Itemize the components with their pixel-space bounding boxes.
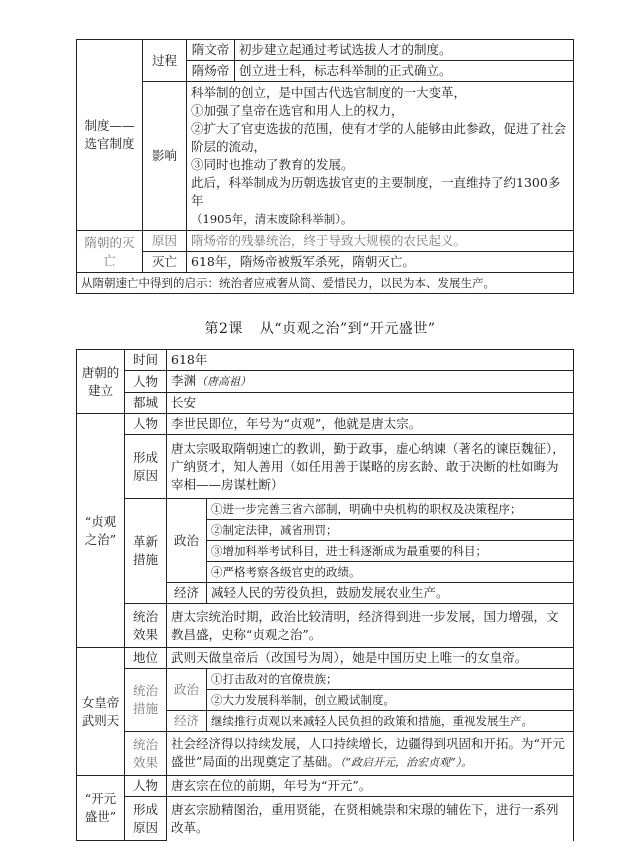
cell-person-value [167,371,574,393]
cell-zg-politics-item: ④严格考察各级官吏的政绩。 [207,562,574,583]
cell-zg-economy-label: 经济 [167,583,207,604]
cell-sui-wendi: 隋文帝 [187,40,235,61]
cell-zg-effect-label: 统治效果 [125,604,167,648]
cell-zg-economy-text: 减轻人民的劳役负担，鼓励发展农业生产。 [207,583,574,604]
cell-ky-label: “开元盛世” [77,776,125,841]
cell-process-label: 过程 [143,40,187,82]
cell-zg-politics-item: ②制定法律，减省刑罚； [207,520,574,541]
influence-line: ③同时也推动了教育的发展。 [191,157,354,172]
cell-wu-politics-label: 政治 [167,669,207,711]
cell-influence-text [187,82,574,231]
cell-capital-value: 长安 [167,393,574,414]
cell-zg-politics-item: ③增加科举考试科目，进士科逐渐成为最重要的科目； [207,541,574,562]
influence-line: ①加强了皇帝在选官和用人上的权力， [191,103,404,118]
cell-cause-text: 隋炀帝的残暴统治，终于导致大规模的农民起义。 [187,231,574,252]
cell-ky-person-text: 唐玄宗在位的前期，年号为“开元”。 [167,776,574,797]
cell-fall-text: 618年，隋炀帝被叛军杀死，隋朝灭亡。 [187,252,574,273]
cell-zg-politics-label: 政治 [167,499,207,583]
cell-ky-cause-label: 形成原因 [125,797,167,841]
cell-zg-reform-label: 革新措施 [125,499,167,604]
cell-fall-label: 隋朝的灭亡 [77,231,143,273]
cell-influence-label: 影响 [143,82,187,231]
cell-time-label: 时间 [125,350,167,371]
cell-wu-status-label: 地位 [125,648,167,669]
cell-zg-person-text: 李世民即位，年号为“贞观”，他就是唐太宗。 [167,414,574,435]
cell-wu-effect-label: 统治效果 [125,732,167,776]
cell-wu-status-text: 武则天做皇帝后（改国号为周），她是中国历史上唯一的女皇帝。 [167,648,574,669]
cell-wu-politics-item: ②大力发展科举制，创立殿试制度。 [207,690,574,711]
lesson-title-text: 从“贞观之治”到“开元盛世” [259,321,436,337]
cell-person-label: 人物 [125,371,167,393]
cell-cause-label: 原因 [143,231,187,252]
cell-zg-cause-label: 形成原因 [125,435,167,499]
cell-ky-person-label: 人物 [125,776,167,797]
influence-note: （1905年，清末废除科举制）。 [191,212,353,226]
cell-capital-label: 都城 [125,393,167,414]
person-note: （唐高祖） [196,375,252,388]
cell-wu-economy-text: 继续推行贞观以来减轻人民负担的政策和措施，重视发展生产。 [207,711,574,732]
person-name: 李渊 [171,373,197,388]
cell-sui-yangdi: 隋炀帝 [187,61,235,82]
influence-line: ②扩大了官吏选拔的范围，使有才学的人能够由此参政，促进了社会阶层的流动， [191,121,567,154]
cell-sui-yangdi-text: 创立进士科，标志科举制的正式确立。 [235,61,574,82]
cell-zg-politics-item: ①进一步完善三省六部制，明确中央机构的职权及决策程序； [207,499,574,520]
table-tang [76,349,574,841]
wu-effect-body: 社会经济得以持续发展，人口持续增长，边疆得到巩固和开拓。为“开元盛世”局面的出现奠定了基础。 [171,736,565,769]
cell-tang-label: 唐朝的建立 [77,350,125,414]
influence-line: 科举制的创立，是中国古代选官制度的一大变革， [191,85,467,100]
cell-zg-person-label: 人物 [125,414,167,435]
cell-zg-effect-text: 唐太宗统治时期，政治比较清明，经济得到进一步发展，国力增强，文教昌盛，史称“贞观之治”。 [167,604,574,648]
cell-zhenguan-label: “贞观之治” [77,414,125,648]
cell-sui-wendi-text: 初步建立起通过考试选拔人才的制度。 [235,40,574,61]
cell-wu-measure-label: 统治措施 [125,669,167,732]
lesson-number: 第2课 [204,321,243,337]
cell-wu-effect-text [167,732,574,776]
cell-wu-politics-item: ①打击敌对的官僚贵族； [207,669,574,690]
cell-fall-sub-label: 灭亡 [143,252,187,273]
wu-effect-note: （“政启开元，治宏贞观”）。 [339,756,473,769]
cell-ky-cause-text: 唐玄宗励精图治，重用贤能，在贤相姚崇和宋璟的辅佐下，进行一系列改革。 [167,797,574,841]
cell-system-label: 制度——选官制度 [77,40,143,231]
cell-time-value: 618年 [167,350,574,371]
cell-wu-label: 女皇帝武则天 [77,648,125,776]
lesson-title [0,318,640,338]
influence-line: 此后，科举制成为历朝选拔官吏的主要制度，一直维持了约1300多年 [191,175,561,208]
cell-wu-economy-label: 经济 [167,711,207,732]
table-sui-system [76,39,574,294]
cell-lesson-text: 从隋朝速亡中得到的启示：统治者应戒奢从简、爱惜民力，以民为本、发展生产。 [77,273,574,294]
cell-zg-cause-text: 唐太宗吸取隋朝速亡的教训，勤于政事，虚心纳谏（著名的谏臣魏征），广纳贤才，知人善用（如任用善于谋略的房玄龄、敢于决断的杜如晦为宰相——房谋杜断） [167,435,574,499]
